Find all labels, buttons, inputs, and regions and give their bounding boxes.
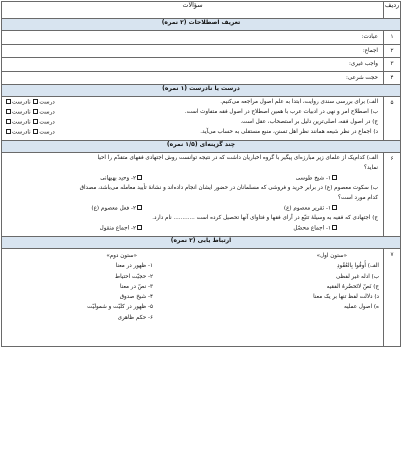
question-number: ۵ bbox=[384, 97, 401, 141]
false-checkbox[interactable] bbox=[6, 119, 11, 124]
column-two-item: ۴- شیخ صدوق bbox=[119, 294, 153, 301]
tf-item bbox=[2, 129, 378, 139]
definition-row bbox=[2, 71, 401, 85]
column-two bbox=[87, 253, 171, 325]
mc-options bbox=[2, 175, 378, 185]
tf-statement: ب) اصطلاح امر و نهی در ادبیات عرب با همین اصطلاح در اصول فقه متفاوت است. bbox=[184, 109, 378, 115]
false-label: نادرست bbox=[12, 119, 31, 126]
mc-question: الف) کدام‌یک از علمای زیر مبارزه‌ای پیگیر با گروه اخباریان داشت که در نتیجه توانست روش اجتهادی فقهای متقدّم را احیا bbox=[97, 155, 378, 161]
question-number: ۷ bbox=[384, 249, 401, 347]
column-one-item: ه) اصول عملیه bbox=[343, 304, 379, 311]
column-one-item: د) دلالت لفظ تنها بر یک معنا bbox=[313, 294, 379, 301]
option-checkbox[interactable] bbox=[332, 175, 337, 180]
definition-prompt: عبادت: bbox=[2, 31, 384, 45]
definition-row bbox=[2, 31, 401, 45]
definition-row bbox=[2, 44, 401, 58]
header-row bbox=[2, 2, 401, 19]
mc-question-cont: نماید؟ bbox=[364, 165, 378, 171]
column-one-item: ب) ادله غیر لفظی bbox=[335, 273, 379, 280]
option-checkbox[interactable] bbox=[137, 225, 142, 230]
definition-prompt: اجماع: bbox=[2, 44, 384, 58]
true-checkbox[interactable] bbox=[33, 99, 38, 104]
mc-option: ۲- فعل معصوم (ع) bbox=[91, 205, 136, 212]
false-label: نادرست bbox=[12, 99, 31, 106]
false-checkbox[interactable] bbox=[6, 109, 11, 114]
mc-option: ۱- اجماع محصّل bbox=[293, 225, 331, 232]
row-label: ردیف bbox=[384, 2, 401, 19]
option-checkbox[interactable] bbox=[137, 205, 142, 210]
false-checkbox[interactable] bbox=[6, 129, 11, 134]
column-two-item: ۲- حجیّت احتیاط bbox=[114, 273, 153, 280]
column-two-item: ۱- ظهور در معنا bbox=[115, 263, 153, 270]
question-number: ۱ bbox=[384, 31, 401, 45]
column-one-item: الف) أَوفُوا بِالعُقُودِ bbox=[336, 263, 379, 270]
mc-question: ب) سکوت معصوم (ع) در برابر خرید و فروشی که مسلمانان در حضور ایشان انجام داده‌اند و نشانهٔ تأیید معامله می‌باشد، مصداق bbox=[79, 185, 378, 191]
true-label: درست bbox=[39, 109, 55, 116]
questions-label: سؤالات bbox=[2, 2, 384, 19]
question-number: ۳ bbox=[384, 58, 401, 72]
exam-table bbox=[1, 1, 401, 347]
tf-statement: الف) برای بررسی سندی روایت، ابتدا به علم اصول مراجعه می‌کنیم. bbox=[220, 99, 378, 105]
column-one-title: «ستون اول» bbox=[316, 253, 347, 259]
tf-item bbox=[2, 99, 378, 109]
false-label: نادرست bbox=[12, 129, 31, 136]
column-one-item: ج) نَصّ لاتَحضُرهُ الفقیه bbox=[326, 283, 379, 290]
column-two-title: «ستون دوم» bbox=[106, 253, 137, 259]
false-checkbox[interactable] bbox=[6, 99, 11, 104]
definition-prompt: حجت شرعی: bbox=[2, 71, 384, 85]
option-checkbox[interactable] bbox=[332, 205, 337, 210]
true-checkbox[interactable] bbox=[33, 129, 38, 134]
column-one bbox=[313, 253, 379, 315]
column-two-item: ۶- حکم ظاهری bbox=[117, 314, 153, 321]
true-checkbox[interactable] bbox=[33, 109, 38, 114]
tf-item bbox=[2, 109, 378, 119]
mc-option: ۱- شیخ طوسی bbox=[295, 175, 331, 182]
matching-row bbox=[2, 249, 401, 347]
column-two-item: ۵- ظهور در کلیّت و شمولیّت bbox=[87, 304, 153, 311]
mc-question-cont: کدام مورد است؟ bbox=[338, 195, 378, 201]
section-matching: ارتباط یابی (۲ نمره) bbox=[2, 237, 401, 249]
definition-row bbox=[2, 58, 401, 72]
tf-statement: د) اجماع در نظر شیعه همانند نظر اهل تسنن، منبع مستقلی به حساب می‌آید. bbox=[200, 129, 378, 135]
true-checkbox[interactable] bbox=[33, 119, 38, 124]
true-label: درست bbox=[39, 129, 55, 136]
mc-question: ج) اجتهادی که فقیه به وسیلهٔ تتبّع در آرای فقها و فتاوای آنها تحصیل کرده است ............ نام دارد. bbox=[152, 215, 378, 221]
section-definitions: تعریف اصطلاحات (۲ نمره) bbox=[2, 19, 401, 31]
mc-option: ۱- تقریر معصوم (ع) bbox=[283, 205, 331, 212]
matching-columns bbox=[2, 249, 383, 346]
mc-options bbox=[2, 225, 378, 235]
section-multiple-choice: چند گزینه‌ای (۱/۵ نمره) bbox=[2, 141, 401, 153]
mc-option: ۲- وحید بهبهانی bbox=[100, 175, 136, 182]
true-label: درست bbox=[39, 99, 55, 106]
definition-prompt: واجب غیری: bbox=[2, 58, 384, 72]
column-two-item: ۳- نصّ در معنا bbox=[119, 283, 153, 290]
mc-options bbox=[2, 205, 378, 215]
false-label: نادرست bbox=[12, 109, 31, 116]
option-checkbox[interactable] bbox=[332, 225, 337, 230]
option-checkbox[interactable] bbox=[137, 175, 142, 180]
tf-statement: ج) در اصول فقه، اصلی‌ترین دلیل بر استصحاب، عقل است. bbox=[240, 119, 378, 125]
question-number: ۶ bbox=[384, 153, 401, 237]
question-number: ۴ bbox=[384, 71, 401, 85]
true-label: درست bbox=[39, 119, 55, 126]
true-false-row bbox=[2, 97, 401, 141]
question-number: ۲ bbox=[384, 44, 401, 58]
tf-item bbox=[2, 119, 378, 129]
section-true-false: درست یا نادرست (۱ نمره) bbox=[2, 85, 401, 97]
multiple-choice-row bbox=[2, 153, 401, 237]
mc-option: ۲- اجماع منقول bbox=[99, 225, 136, 232]
